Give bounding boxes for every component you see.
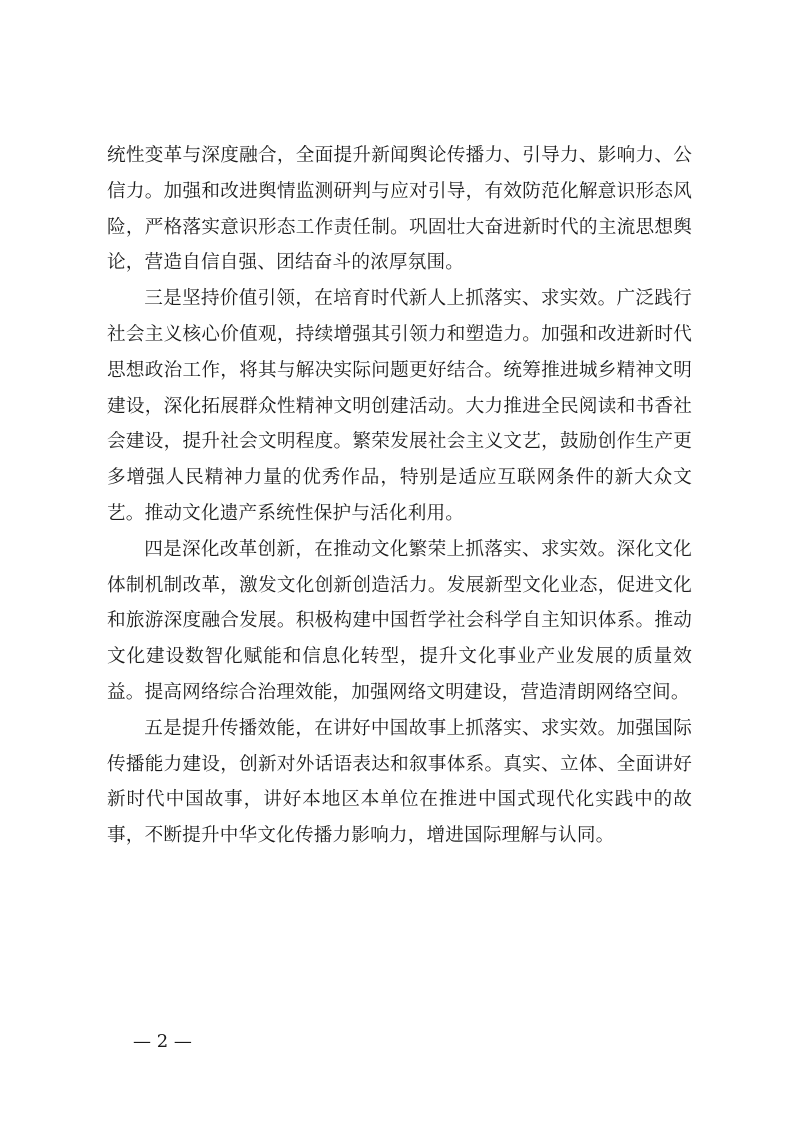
paragraph-3 xyxy=(107,532,692,711)
paragraph-1-text: 统性变革与深度融合，全面提升新闻舆论传播力、引导力、影响力、公信力。加强和改进舆情监测研判与应对引导，有效防范化解意识形态风险，严格落实意识形态工作责任制。巩固壮大奋进新时代的主流思想舆论，营造自信自强、团结奋斗的浓厚氛围。 xyxy=(107,145,692,274)
document-body xyxy=(107,138,692,854)
paragraph-3-lead: 四是深化改革创新，在推动文化繁荣上抓落实、求实效。 xyxy=(144,538,617,560)
paragraph-3-text: 深化文化体制机制改革，激发文化创新创造活力。发展新型文化业态，促进文化和旅游深度融合发展。积极构建中国哲学社会科学自主知识体系。推动文化建设数智化赋能和信息化转型，提升文化事业产业发展的质量效益。提高网络综合治理效能，加强网络文明建设，营造清朗网络空间。 xyxy=(107,538,692,703)
paragraph-4-lead: 五是提升传播效能，在讲好中国故事上抓落实、求实效。 xyxy=(144,717,617,739)
paragraph-4-text: 加强国际传播能力建设，创新对外话语表达和叙事体系。真实、立体、全面讲好新时代中国故事，讲好本地区本单位在推进中国式现代化实践中的故事，不断提升中华文化传播力影响力，增进国际理解与认同。 xyxy=(107,717,692,847)
paragraph-1 xyxy=(107,138,692,281)
paragraph-2-lead: 三是坚持价值引领，在培育时代新人上抓落实、求实效。 xyxy=(144,288,617,310)
page-number: — 2 — xyxy=(133,1031,192,1052)
paragraph-2-text: 广泛践行社会主义核心价值观，持续增强其引领力和塑造力。加强和改进新时代思想政治工作，将其与解决实际问题更好结合。统筹推进城乡精神文明建设，深化拓展群众性精神文明创建活动。大力推进全民阅读和书香社会建设，提升社会文明程度。繁荣发展社会主义文艺，鼓励创作生产更多增强人民精神力量的优秀作品，特别是适应互联网条件的新大众文艺。推动文化遗产系统性保护与活化利用。 xyxy=(107,288,692,524)
paragraph-4 xyxy=(107,711,692,854)
paragraph-2 xyxy=(107,281,692,532)
